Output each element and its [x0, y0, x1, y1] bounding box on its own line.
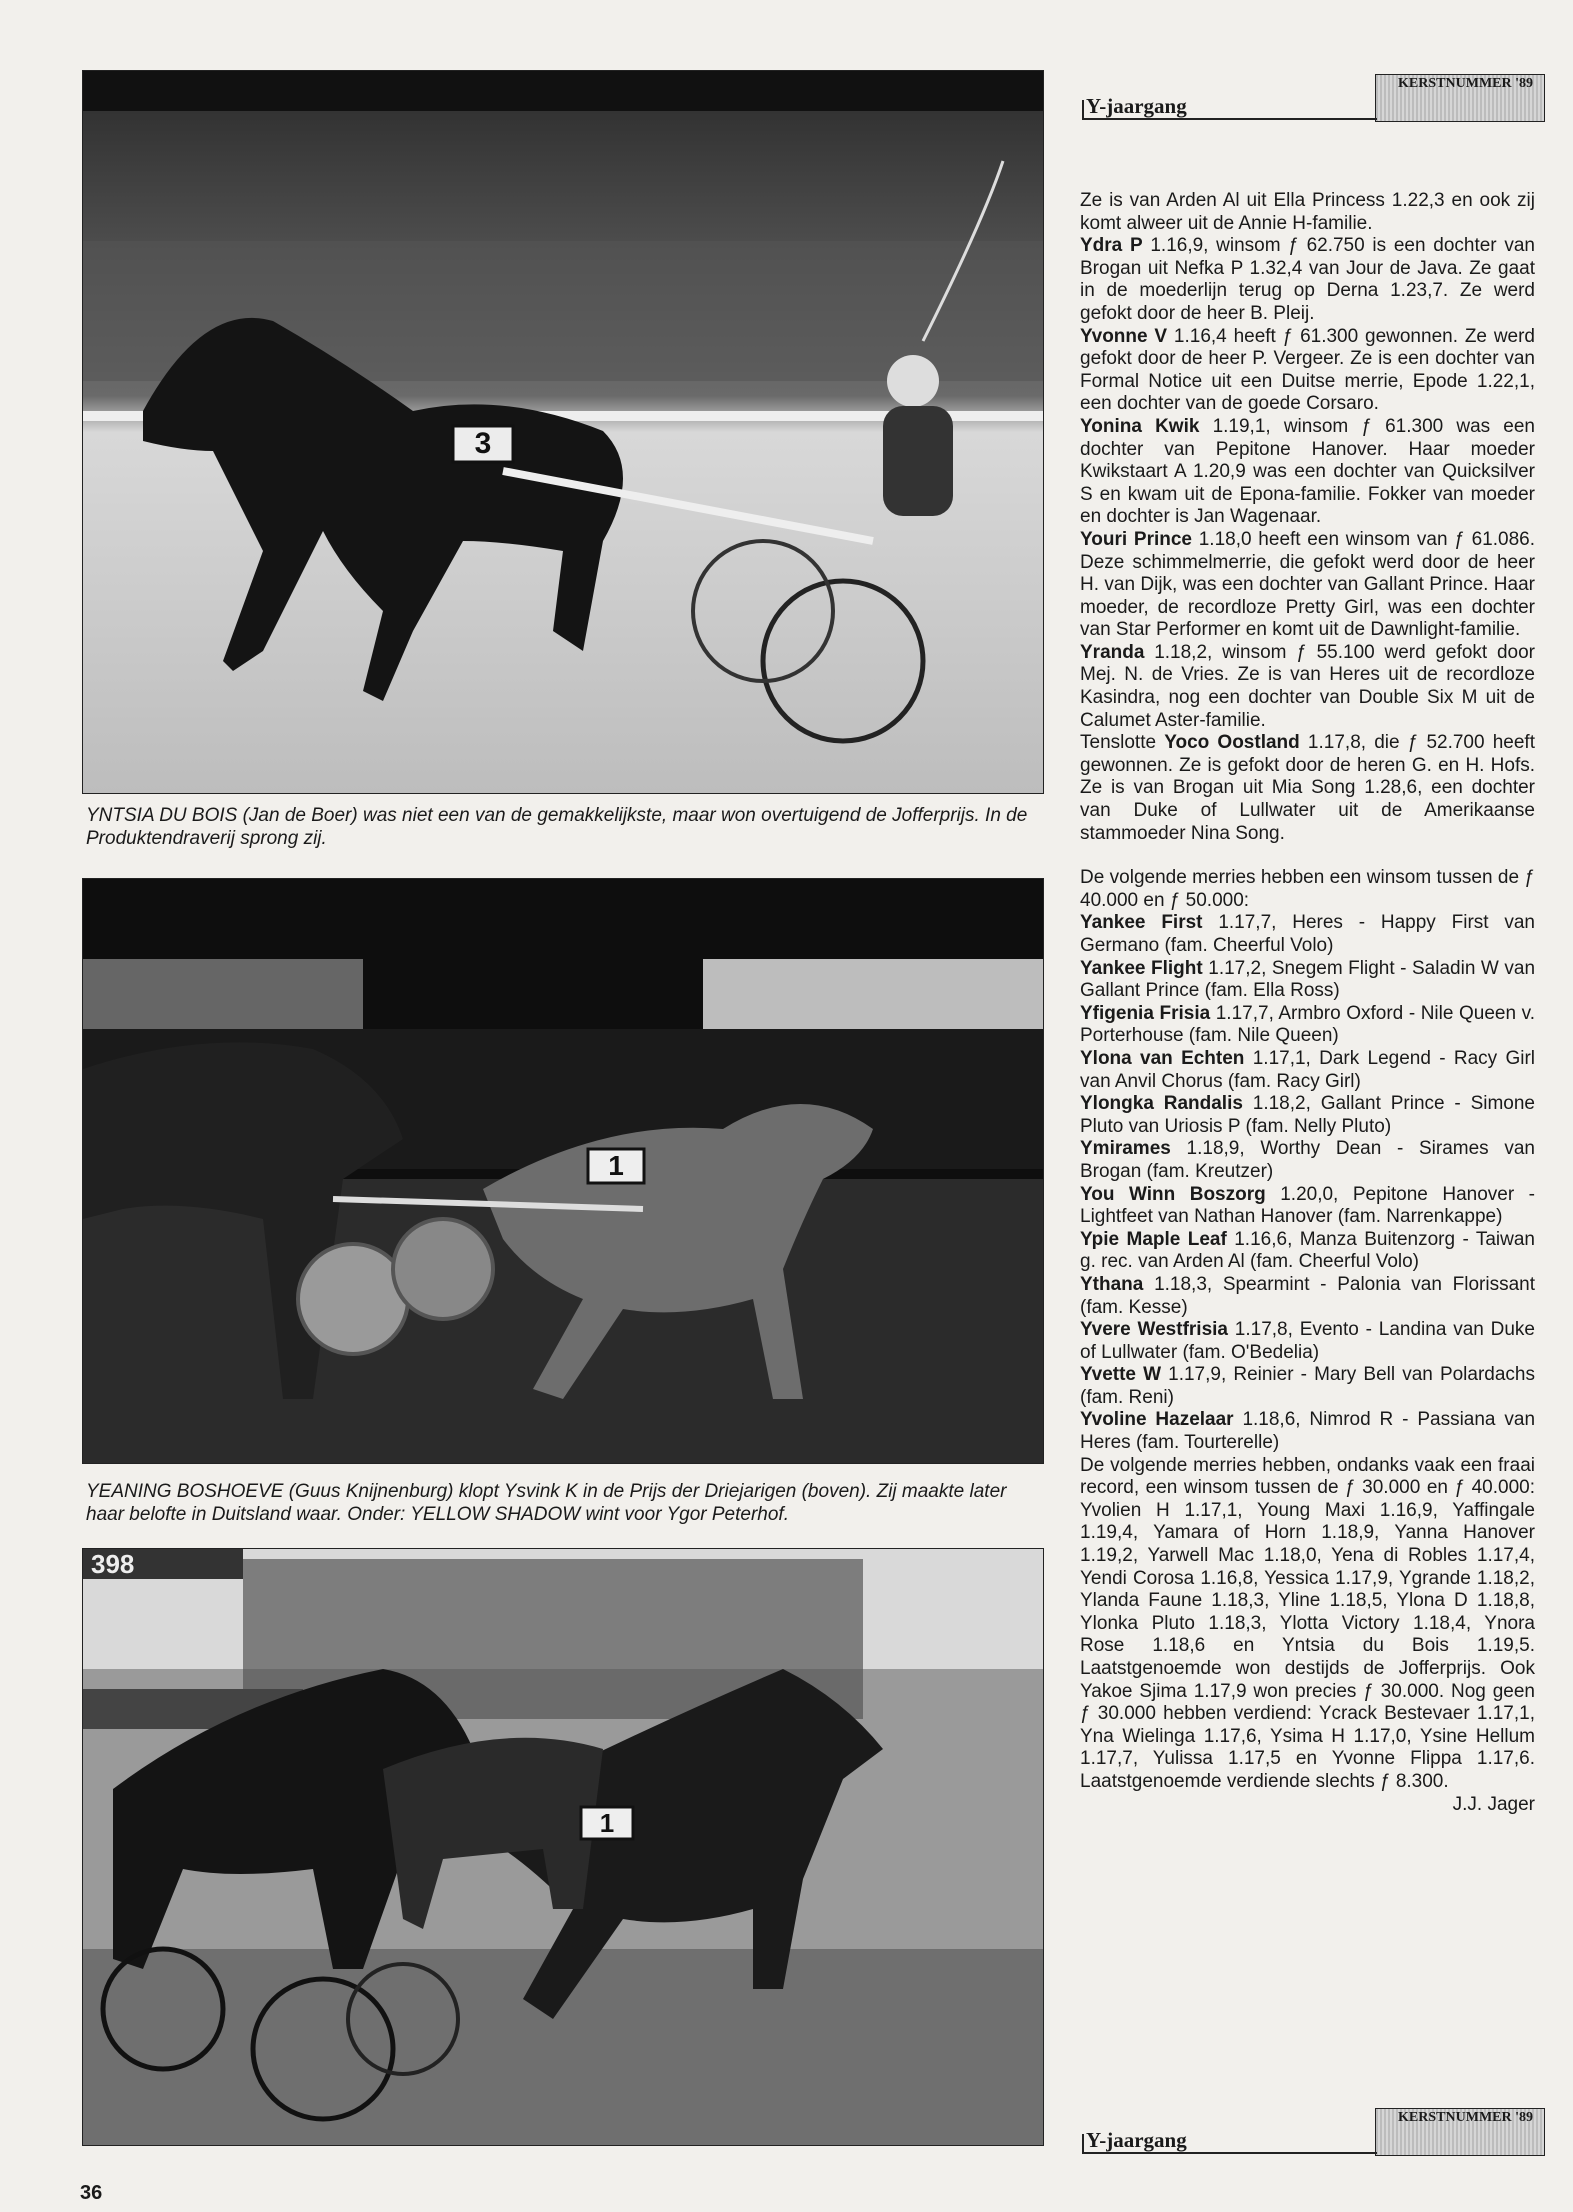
- article-intro: Ze is van Arden Al uit Ella Princess 1.22,3 en ook zij komt alweer uit de Annie H-familie.: [1080, 190, 1535, 234]
- list-item: Yvette W 1.17,9, Reinier - Mary Bell van Polardachs (fam. Reni): [1080, 1364, 1535, 1408]
- list-item: Ypie Maple Leaf 1.16,6, Manza Buitenzorg - Taiwan g. rec. van Arden Al (fam. Cheerful Volo): [1080, 1228, 1535, 1273]
- edition-label: KERSTNUMMER '89: [1398, 2110, 1533, 2125]
- article-closing: De volgende merries hebben, ondanks vaak een fraai record, een winsom tussen de ƒ 30.000 en ƒ 40.000: Yvolien H 1.17,1, Young Maxi 1.16,9, Yaffingale 1.19,4, Yamara of Horn 1.18,9, Yanna Hanover 1.19,2, Yarwell Mac 1.18,0, Yena di Robles 1.17,4, Yendi Corosa 1.16,8, Yessica 1.17,9, Ygrande 1.18,2, Ylanda Faune 1.18,3, Yline 1.18,5, Ylona D 1.18,8, Ylonka Pluto 1.18,3, Ylotta Victory 1.18,4, Ynora Rose 1.18,6 en Yntsia du Bois 1.19,5. Laatstgenoemde won destijds de Jofferprijs. Ook Yakoe Sjima 1.17,9 won precies ƒ 30.000. Nog geen ƒ 30.000 hebben verdiend: Ycrack Bestevaer 1.17,1, Yna Wielinga 1.17,6, Ysima H 1.17,0, Ysine Hellum 1.17,7, Yulissa 1.17,5 en Yvonne Flippa 1.17,6. Laatstgenoemde verdiende slechts ƒ 8.300.: [1080, 1454, 1535, 1792]
- header-rule: [1082, 2152, 1377, 2154]
- photo-yeaning-boshoeve: [82, 878, 1044, 1464]
- list-item: Yvere Westfrisia 1.17,8, Evento - Landina van Duke of Lullwater (fam. O'Bedelia): [1080, 1319, 1535, 1363]
- tote-board-number: 398: [91, 1549, 135, 1579]
- article-entry: Youri Prince 1.18,0 heeft een winsom van ƒ 61.086. Deze schimmelmerrie, die gefokt werd door de heer H. van Dijk, was een dochter van Gallant Prince. Haar moeder, de recordloze Pretty Girl, was een dochter van Star Performer en komt uit de Dawnlight-familie.: [1080, 528, 1535, 641]
- header-rule-vertical: [1082, 2134, 1084, 2154]
- list-item: Ylona van Echten 1.17,1, Dark Legend - Racy Girl van Anvil Chorus (fam. Racy Girl): [1080, 1047, 1535, 1092]
- list-item: Yfigenia Frisia 1.17,7, Armbro Oxford - Nile Queen v. Porterhouse (fam. Nile Queen): [1080, 1002, 1535, 1047]
- horse-name: Yranda: [1080, 641, 1145, 663]
- saddle-cloth-number: 3: [474, 427, 492, 460]
- horse-name: Ydra P: [1080, 235, 1143, 257]
- article-entry: Yvonne V 1.16,4 heeft ƒ 61.300 gewonnen. Ze werd gefokt door de heer P. Vergeer. Ze is een dochter van Formal Notice uit een Duitse merrie, Epode 1.22,1, een dochter van de goede Corsaro.: [1080, 325, 1536, 415]
- author-signature: J.J. Jager: [1452, 1793, 1535, 1815]
- section-title: Y-jaargang: [1086, 2128, 1187, 2152]
- article-entry: Yonina Kwik 1.19,1, winsom ƒ 61.300 was een dochter van Pepitone Hanover. Haar moeder Kwikstaart A 1.20,9 was een dochter van Quicksilver S en kwam uit de Epona-familie. Fokker van moeder en dochter is Jan Wagenaar.: [1080, 415, 1535, 528]
- page-number: 36: [80, 2182, 103, 2204]
- list-item: You Winn Boszorg 1.20,0, Pepitone Hanover - Lightfeet van Nathan Hanover (fam. Narrenkappe): [1080, 1183, 1535, 1228]
- header-rule: [1082, 118, 1377, 120]
- section-title: Y-jaargang: [1086, 94, 1187, 118]
- article-entry: Tenslotte Yoco Oostland 1.17,8, die ƒ 52.700 heeft gewonnen. Ze is gefokt door de heren G. en H. Hofs. Ze is van Brogan uit Mia Song 1.28,6, een dochter van Duke of Lullwater uit de Amerikaanse stammoeder Nina Song.: [1080, 732, 1535, 844]
- horse-name: Yonina Kwik: [1080, 415, 1200, 437]
- saddle-cloth-number: 1: [608, 1150, 624, 1181]
- article-entry: Ydra P 1.16,9, winsom ƒ 62.750 is een dochter van Brogan uit Nefka P 1.32,4 van Jour de Java. Ze gaat in de moederlijn terug op Derna 1.23,7. Ze werd gefokt door de heer B. Pleij.: [1080, 235, 1535, 324]
- photo-caption-1: YNTSIA DU BOIS (Jan de Boer) was niet een van de gemakkelijkste, maar won overtuigend de Jofferprijs. In de Produktendraverij sprong zij.: [86, 805, 1028, 849]
- photo-yellow-shadow: [82, 1548, 1044, 2146]
- article-entry: Yranda 1.18,2, winsom ƒ 55.100 werd gefokt door Mej. N. de Vries. Ze is van Heres uit de recordloze Kasindra, nog een dochter van Double Six M uit de Calumet Aster-familie.: [1080, 641, 1535, 731]
- saddle-cloth-number: 1: [599, 1808, 615, 1838]
- article-column: [1080, 190, 1535, 1816]
- photo-yntsia-du-bois: [82, 70, 1044, 794]
- edition-label: KERSTNUMMER '89: [1398, 76, 1533, 91]
- list-item: Yankee Flight 1.17,2, Snegem Flight - Saladin W van Gallant Prince (fam. Ella Ross): [1080, 957, 1536, 1002]
- list-item: Ylongka Randalis 1.18,2, Gallant Prince - Simone Pluto van Uriosis P (fam. Nelly Pluto): [1080, 1093, 1536, 1137]
- horse-name: Youri Prince: [1080, 528, 1192, 550]
- section-header-top: [1082, 74, 1545, 124]
- horse-name: Yvonne V: [1080, 325, 1168, 347]
- section-header-bottom: [1082, 2108, 1545, 2158]
- list-item: Ythana 1.18,3, Spearmint - Palonia van Florissant (fam. Kesse): [1080, 1273, 1535, 1318]
- photo-caption-2: YEANING BOSHOEVE (Guus Knijnenburg) klopt Ysvink K in de Prijs der Driejarigen (boven). Zij maakte later haar belofte in Duitsland waar. Onder: YELLOW SHADOW wint voor Ygor Peterhof.: [86, 1481, 1007, 1525]
- list-item: Ymirames 1.18,9, Worthy Dean - Sirames van Brogan (fam. Kreutzer): [1080, 1138, 1535, 1182]
- list-item: Yvoline Hazelaar 1.18,6, Nimrod R - Passiana van Heres (fam. Tourterelle): [1080, 1409, 1536, 1454]
- header-rule-vertical: [1082, 100, 1084, 120]
- list-item: Yankee First 1.17,7, Heres - Happy First van Germano (fam. Cheerful Volo): [1080, 912, 1536, 956]
- horse-name: Yoco Oostland: [1164, 732, 1300, 754]
- list-intro: De volgende merries hebben een winsom tussen de ƒ 40.000 en ƒ 50.000:: [1080, 867, 1535, 911]
